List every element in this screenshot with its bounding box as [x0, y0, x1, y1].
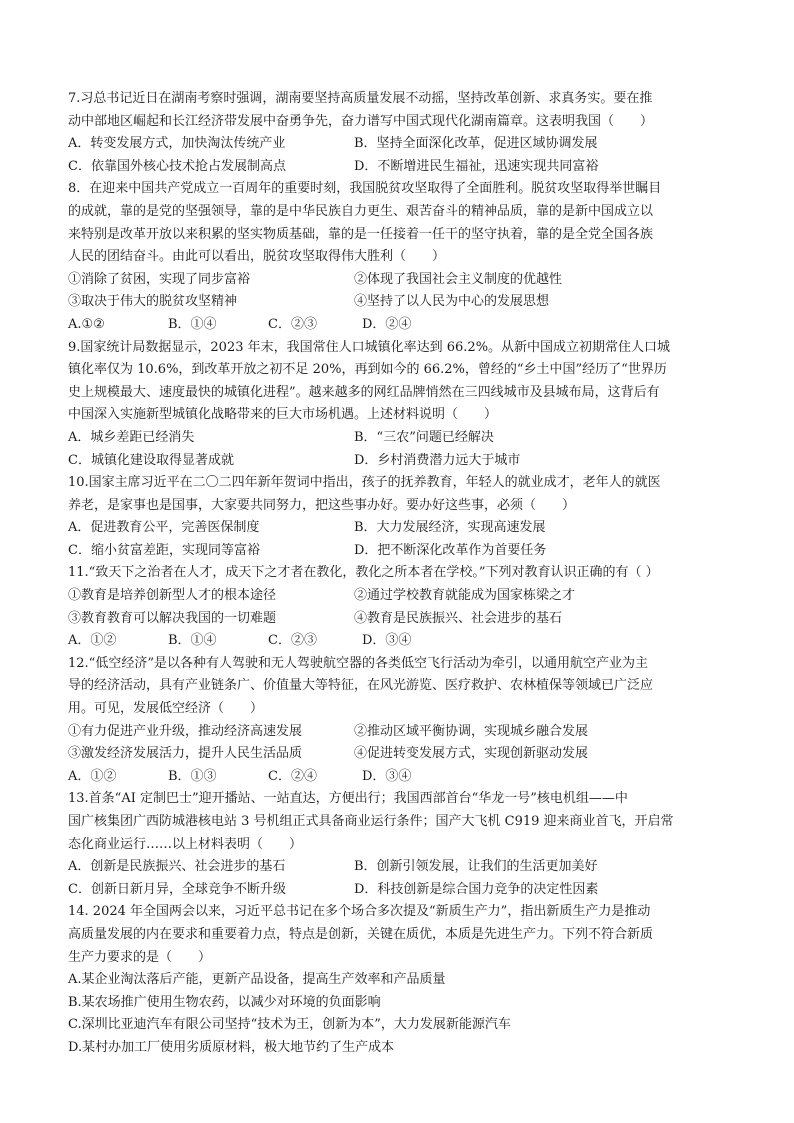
statement-item: ③取决于伟大的脱贫攻坚精神 — [68, 294, 238, 310]
option-row — [68, 540, 732, 563]
answer-option: D．③④ — [362, 633, 412, 649]
question-stem-line: 13.首条“AI 定制巴士”迎开播站、一站直达，方便出行；我国西部首台“华龙一号”核电机组——中 — [68, 791, 628, 807]
question-stem-line: 12.“低空经济”是以各种有人驾驶和无人驾驶航空器的各类低空飞行活动为牵引，以通用航空产业为主 — [68, 655, 648, 671]
statement-row — [68, 721, 732, 744]
answer-option: B．“三农”问题已经解决 — [354, 429, 494, 445]
question-block — [68, 178, 732, 336]
statement-item: ③教育教育可以解决我国的一切难题 — [68, 610, 277, 626]
answer-option: A.某企业淘汰落后产能，更新产品设备，提高生产效率和产品质量 — [68, 972, 446, 988]
statement-item: ③激发经济发展活力，提升人民生活品质 — [68, 746, 303, 762]
answer-option: C．城镇化建设取得显著成就 — [68, 452, 234, 468]
statement-item: ②通过学校教育就能成为国家栋梁之才 — [354, 588, 576, 604]
answer-option: D．③④ — [362, 768, 412, 784]
question-stem-line: 动中部地区崛起和长江经济带发展中奋勇争先，奋力谱写中国式现代化湖南篇章。这表明我国（ ） — [68, 113, 654, 129]
question-stem-line: 史上规模最大、速度最快的城镇化进程”。越来越多的网红品牌悄然在三四线城市及县城布局，这背后有 — [68, 384, 660, 400]
exam-page — [68, 88, 732, 1060]
option-row — [68, 314, 732, 337]
statement-row — [68, 269, 732, 292]
statement-item: ②体现了我国社会主义制度的优越性 — [354, 271, 563, 287]
answer-option: D．把不断深化改革作为首要任务 — [354, 542, 547, 558]
option-row — [68, 766, 732, 789]
answer-option: D．乡村消费潜力远大于城市 — [354, 452, 521, 468]
answer-option: A．①② — [68, 633, 117, 649]
answer-option: B．坚持全面深化改革，促进区域协调发展 — [354, 136, 598, 152]
question-stem-line: 人民的团结奋斗。由此可以看出，脱贫攻坚取得伟大胜利（ ） — [68, 249, 446, 265]
statement-row — [68, 743, 732, 766]
answer-option: D．科技创新是综合国力竞争的决定性因素 — [354, 881, 599, 897]
answer-option: A．促进教育公平，完善医保制度 — [68, 520, 260, 536]
option-row — [68, 879, 732, 902]
option-row — [68, 427, 732, 450]
answer-option: B．①④ — [168, 633, 217, 649]
answer-option: D．不断增进民生福祉，迅速实现共同富裕 — [354, 158, 599, 174]
question-stem-line: 养老，是家事也是国事，大家要共同努力，把这些事办好。要办好这些事，必须（ ） — [68, 497, 576, 513]
question-stem-line: 9.国家统计局数据显示，2023 年末，我国常住人口城镇化率达到 66.2%。从新中国成立初期常住人口城 — [68, 339, 671, 355]
answer-option: A.①② — [68, 316, 105, 332]
statement-item: ④促进转变发展方式，实现创新驱动发展 — [354, 746, 589, 762]
option-row — [68, 156, 732, 179]
answer-option: B．①③ — [168, 768, 217, 784]
statement-item: ④坚持了以人民为中心的发展思想 — [354, 294, 550, 310]
answer-option: B．大力发展经济，实现高速发展 — [354, 520, 546, 536]
answer-option: C．缩小贫富差距，实现同等富裕 — [68, 542, 260, 558]
question-stem-line: 国广核集团广西防城港核电站 3 号机组正式具备商业运行条件；国产大飞机 C919 迎来商业首飞，开启常 — [68, 814, 674, 829]
option-row — [68, 450, 732, 473]
option-row — [68, 856, 732, 879]
statement-item: ②推动区域平衡协调，实现城乡融合发展 — [354, 723, 589, 739]
question-block — [68, 653, 732, 789]
question-stem-line: 8．在迎来中国共产党成立一百周年的重要时刻，我国脱贫攻坚取得了全面胜利。脱贫攻坚取得举世瞩目 — [68, 181, 662, 197]
option-row — [68, 133, 732, 156]
statement-row — [68, 291, 732, 314]
answer-option: C．②③ — [268, 633, 317, 649]
question-block — [68, 337, 732, 473]
question-stem-line: 10.国家主席习近平在二〇二四年新年贺词中指出，孩子的抚养教育，年轻人的就业成才，老年人的就医 — [68, 475, 661, 491]
answer-option: C．依靠国外核心技术抢占发展制高点 — [68, 158, 286, 174]
question-block — [68, 901, 732, 1059]
question-stem-line: 用。可见，发展低空经济（ ） — [68, 701, 264, 717]
question-stem-line: 高质量发展的内在要求和重要着力点，特点是创新，关键在质优，本质是先进生产力。下列不符合新质 — [68, 926, 654, 942]
question-stem-line: 来特别是改革开放以来积累的坚实物质基础，靠的是一任接着一任干的坚守执着，靠的是全党全国各族 — [68, 226, 654, 242]
answer-option: D.某村办加工厂使用劣质原材料，极大地节约了生产成本 — [68, 1039, 395, 1055]
answer-option: A．①② — [68, 768, 117, 784]
question-block — [68, 562, 732, 652]
answer-option: D．②④ — [362, 316, 412, 332]
answer-option: A．城乡差距已经消失 — [68, 429, 195, 445]
answer-option: C．②④ — [268, 768, 317, 784]
answer-option: A．创新是民族振兴、社会进步的基石 — [68, 859, 286, 875]
statement-row — [68, 585, 732, 608]
question-stem-line: 的成就，靠的是党的坚强领导，靠的是中华民族自力更生、艰苦奋斗的精神品质，靠的是新中国成立以 — [68, 203, 654, 219]
statement-row — [68, 608, 732, 631]
question-stem-line: 14. 2024 年全国两会以来，习近平总书记在多个场合多次提及“新质生产力”，指出新质生产力是推动 — [68, 904, 651, 920]
question-block — [68, 88, 732, 178]
statement-item: ①教育是培养创新型人才的根本途径 — [68, 588, 277, 604]
answer-option: B．创新引领发展，让我们的生活更加美好 — [354, 859, 598, 875]
question-block — [68, 472, 732, 562]
statement-item: ④教育是民族振兴、社会进步的基石 — [354, 610, 563, 626]
answer-option: C．创新日新月异，全球竞争不断升级 — [68, 881, 286, 897]
answer-option: C.深圳比亚迪汽车有限公司坚持“技术为王，创新为本”，大力发展新能源汽车 — [68, 1017, 511, 1033]
question-stem-line: 中国深入实施新型城镇化战略带来的巨大市场机遇。上述材料说明（ ） — [68, 407, 498, 423]
answer-option: B．①④ — [168, 316, 217, 332]
question-stem-line: 导的经济活动，具有产业链条广、价值量大等特征，在风光游览、医疗救护、农林植保等领域已广泛应 — [68, 678, 654, 694]
statement-item: ①消除了贫困，实现了同步富裕 — [68, 271, 251, 287]
question-stem-line: 态化商业运行……以上材料表明（ ） — [68, 836, 303, 852]
option-row — [68, 517, 732, 540]
statement-item: ①有力促进产业升级，推动经济高速发展 — [68, 723, 303, 739]
question-block — [68, 788, 732, 901]
question-stem-line: 生产力要求的是（ ） — [68, 949, 212, 965]
question-stem-line: 7.习总书记近日在湖南考察时强调，湖南要坚持高质量发展不动摇，坚持改革创新、求真务实。要在推 — [68, 91, 653, 106]
question-stem-line: 11.“致天下之治者在人才，成天下之才者在教化，教化之所本者在学校。”下列对教育认识正确的有（ ） — [68, 565, 659, 581]
answer-option: C．②③ — [268, 316, 317, 332]
option-row — [68, 630, 732, 653]
answer-option: B.某农场推广使用生物农药，以减少对环境的负面影响 — [68, 994, 381, 1010]
question-stem-line: 镇化率仅为 10.6%，到改革开放之初不足 20%，再到如今的 66.2%，曾经的“乡土中国”经历了“世界历 — [68, 362, 667, 378]
answer-option: A．转变发展方式，加快淘汰传统产业 — [68, 136, 286, 152]
